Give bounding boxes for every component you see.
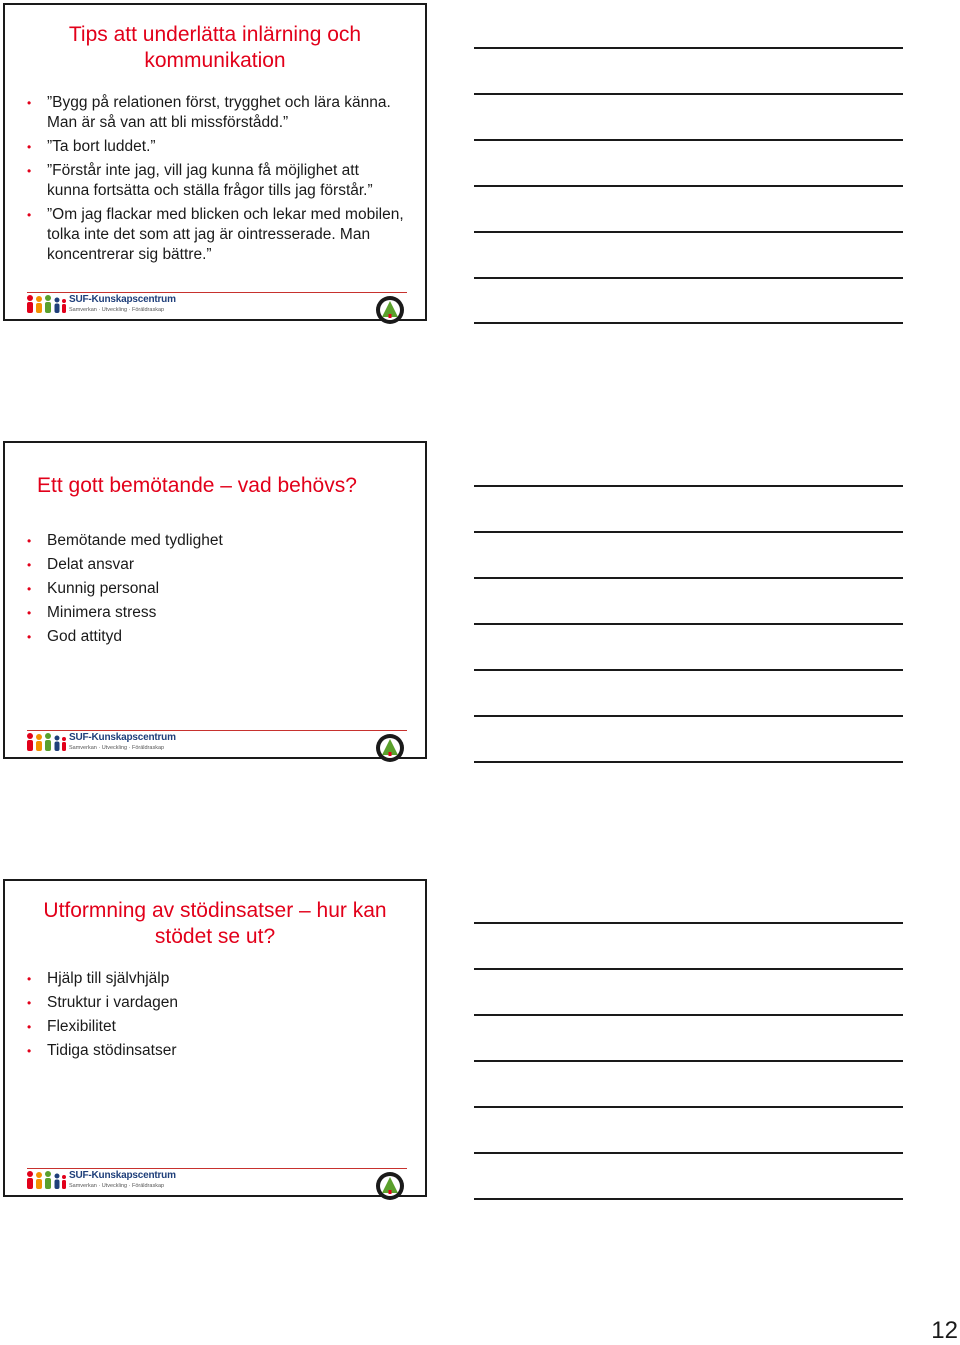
note-line [474, 623, 903, 625]
slide-title: Utformning av stödinsatser – hur kan stödet se ut? [43, 899, 387, 948]
bullet-text: Kunnig personal [47, 580, 160, 597]
list-item [27, 1017, 405, 1037]
logo-name: SUF-Kunskapscentrum [69, 732, 176, 743]
logo-tagline: Samverkan · Utveckling · Föräldraskap [69, 1183, 165, 1189]
note-line [474, 531, 903, 533]
slide-1 [3, 3, 427, 321]
county-emblem-icon [375, 295, 405, 325]
note-line [474, 1060, 903, 1062]
bullet-icon: • [27, 558, 32, 572]
slide-3 [3, 879, 427, 1197]
slide-title: Tips att underlätta inlärning och kommunikation [68, 23, 362, 72]
bullet-text: Tidiga stödinsatser [47, 1042, 177, 1059]
list-item [27, 93, 405, 133]
list-item [27, 1041, 405, 1061]
bullet-list [27, 531, 405, 651]
logo-tagline: Samverkan · Utveckling · Föräldraskap [69, 307, 165, 313]
suf-logo [25, 1170, 176, 1194]
note-line [474, 1106, 903, 1108]
bullet-icon: • [27, 534, 32, 548]
note-line [474, 47, 903, 49]
list-item [27, 555, 405, 575]
note-line [474, 1152, 903, 1154]
logo-name: SUF-Kunskapscentrum [69, 1170, 176, 1181]
family-figures-logo-icon [25, 732, 67, 754]
footer-divider [27, 730, 407, 731]
suf-logo [25, 732, 176, 756]
slide-title: Ett gott bemötande – vad behövs? [37, 474, 357, 497]
footer-divider [27, 1168, 407, 1169]
note-line [474, 1014, 903, 1016]
bullet-text: Flexibilitet [47, 1018, 116, 1035]
bullet-list [27, 969, 405, 1065]
note-line [474, 715, 903, 717]
list-item [27, 627, 405, 647]
note-line [474, 761, 903, 763]
suf-logo [25, 294, 176, 318]
note-line [474, 277, 903, 279]
list-item [27, 993, 405, 1013]
note-line [474, 322, 903, 324]
bullet-icon: • [27, 1044, 32, 1058]
bullet-icon: • [27, 208, 32, 222]
bullet-icon: • [27, 96, 32, 110]
footer-divider [27, 292, 407, 293]
county-emblem-icon [375, 1171, 405, 1201]
bullet-icon: • [27, 630, 32, 644]
bullet-text: ”Förstår inte jag, vill jag kunna få möjlighet att kunna fortsätta och ställa frågor tills jag förstår.” [47, 162, 373, 199]
note-line [474, 577, 903, 579]
page-number: 12 [931, 1317, 958, 1344]
note-line [474, 93, 903, 95]
bullet-icon: • [27, 606, 32, 620]
list-item [27, 579, 405, 599]
bullet-text: God attityd [47, 628, 122, 645]
slide-2 [3, 441, 427, 759]
bullet-text: Bemötande med tydlighet [47, 532, 223, 549]
list-item [27, 205, 405, 265]
bullet-text: Minimera stress [47, 604, 157, 621]
note-line [474, 139, 903, 141]
list-item [27, 137, 405, 157]
note-line [474, 231, 903, 233]
bullet-text: ”Om jag flackar med blicken och lekar med mobilen, tolka inte det som att jag är ointresserade. Man koncentrerar sig bättre.” [47, 206, 404, 263]
note-line [474, 968, 903, 970]
bullet-text: ”Ta bort luddet.” [47, 138, 156, 155]
note-line [474, 1198, 903, 1200]
note-line [474, 185, 903, 187]
list-item [27, 603, 405, 623]
bullet-icon: • [27, 164, 32, 178]
logo-tagline: Samverkan · Utveckling · Föräldraskap [69, 745, 165, 751]
note-line [474, 922, 903, 924]
bullet-text: Hjälp till självhjälp [47, 970, 170, 987]
bullet-text: Struktur i vardagen [47, 994, 178, 1011]
bullet-icon: • [27, 140, 32, 154]
bullet-text: ”Bygg på relationen först, trygghet och lära känna. Man är så van att bli missförstådd.” [47, 94, 391, 131]
county-emblem-icon [375, 733, 405, 763]
list-item [27, 161, 405, 201]
family-figures-logo-icon [25, 1170, 67, 1192]
bullet-list [27, 93, 405, 269]
bullet-icon: • [27, 1020, 32, 1034]
list-item [27, 969, 405, 989]
bullet-icon: • [27, 582, 32, 596]
logo-name: SUF-Kunskapscentrum [69, 294, 176, 305]
bullet-icon: • [27, 996, 32, 1010]
list-item [27, 531, 405, 551]
bullet-text: Delat ansvar [47, 556, 135, 573]
note-line [474, 669, 903, 671]
note-line [474, 485, 903, 487]
family-figures-logo-icon [25, 294, 67, 316]
bullet-icon: • [27, 972, 32, 986]
